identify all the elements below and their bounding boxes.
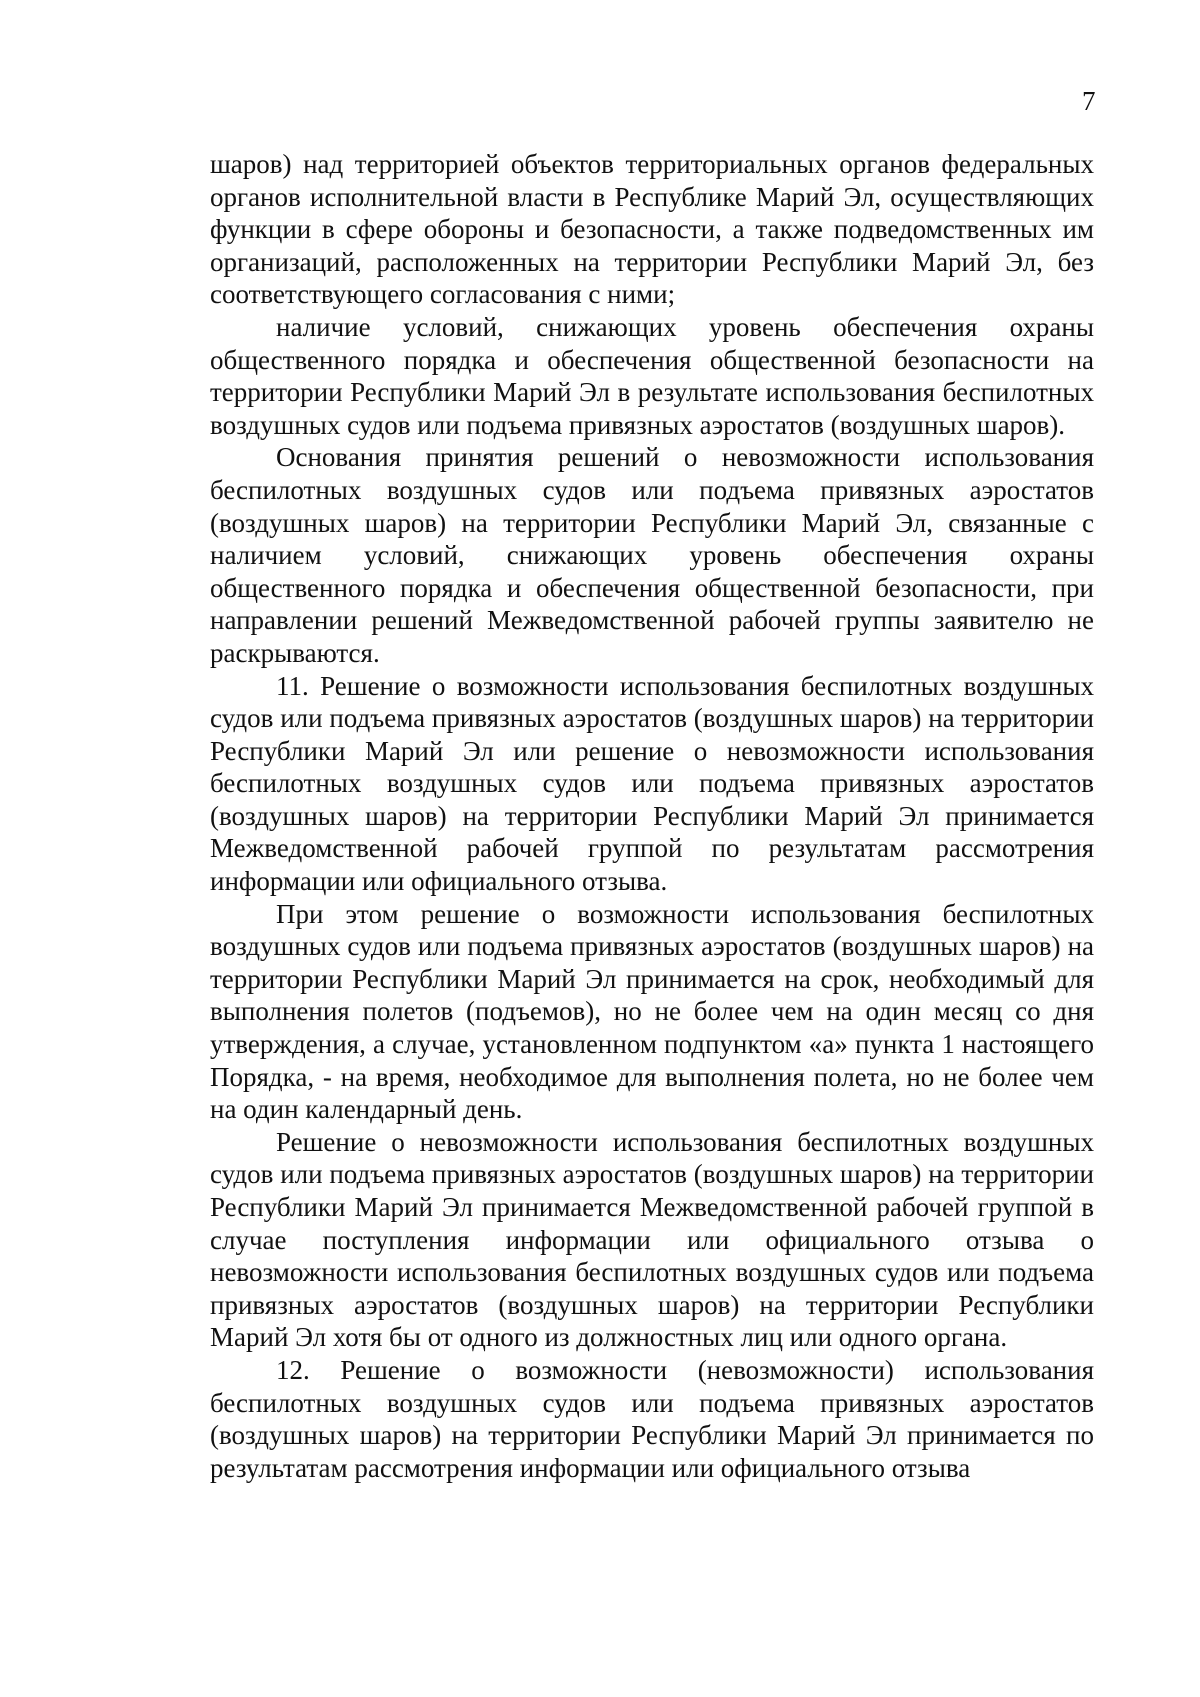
paragraph-item-12: 12. Решение о возможности (невозможности) использования беспилотных воздушных судов или подъема привязных аэростатов (воздушных шаров) на территории Республики Марий Эл принимается по результатам рассмотрения информации или официального отзыва [210, 1354, 1094, 1483]
paragraph-item-11: 11. Решение о возможности использования беспилотных воздушных судов или подъема привязных аэростатов (воздушных шаров) на территории Республики Марий Эл или решение о невозможности использования беспилотных воздушных судов или подъема привязных аэростатов (воздушных шаров) на территории Республики Марий Эл принимается Межведомственной рабочей группой по результатам рассмотрения информации или официального отзыва. [210, 670, 1094, 897]
paragraph-1: шаров) над территорией объектов территориальных органов федеральных органов исполнительной власти в Республике Марий Эл, осуществляющих функции в сфере обороны и безопасности, а также подведомственных им организаций, расположенных на территории Республики Марий Эл, без соответствующего согласования с ними; [210, 149, 1094, 310]
document-body [210, 148, 1094, 1484]
paragraph-5: При этом решение о возможности использования беспилотных воздушных судов или подъема привязных аэростатов (воздушных шаров) на территории Республики Марий Эл принимается на срок, необходимый для выполнения полетов (подъемов), но не более чем на один месяц со дня утверждения, а случае, установленном подпунктом «а» пункта 1 настоящего Порядка, - на время, необходимое для выполнения полета, но не более чем на один календарный день. [210, 898, 1094, 1125]
paragraph-3: Основания принятия решений о невозможности использования беспилотных воздушных судов или подъема привязных аэростатов (воздушных шаров) на территории Республики Марий Эл, связанные с наличием условий, снижающих уровень обеспечения охраны общественного порядка и обеспечения общественной безопасности, при направлении решений Межведомственной рабочей группы заявителю не раскрываются. [210, 442, 1094, 668]
paragraph-2: наличие условий, снижающих уровень обеспечения охраны общественного порядка и обеспечения общественной безопасности на территории Республики Марий Эл в результате использования беспилотных воздушных судов или подъема привязных аэростатов (воздушных шаров). [210, 311, 1094, 440]
paragraph-6: Решение о невозможности использования беспилотных воздушных судов или подъема привязных аэростатов (воздушных шаров) на территории Республики Марий Эл принимается Межведомственной рабочей группой в случае поступления информации или официального отзыва о невозможности использования беспилотных воздушных судов или подъема привязных аэростатов (воздушных шаров) на территории Республики Марий Эл хотя бы от одного из должностных лиц или одного органа. [210, 1126, 1094, 1353]
page-number: 7 [1082, 86, 1096, 116]
